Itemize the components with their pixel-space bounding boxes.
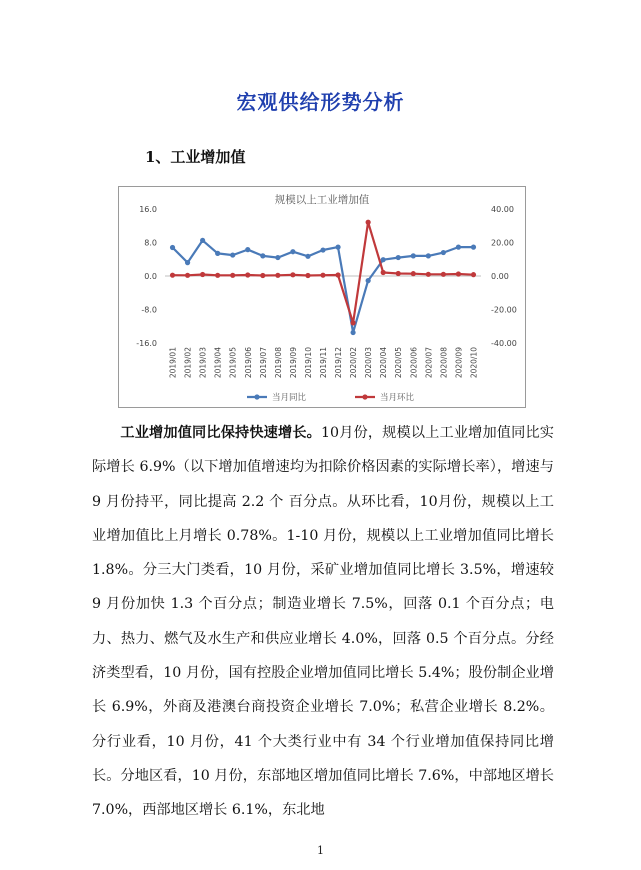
- x-axis-tick-label: 2019/02: [183, 347, 193, 379]
- data-point: [441, 250, 446, 255]
- left-axis-tick-label: 0.0: [144, 272, 157, 281]
- data-point: [245, 272, 250, 277]
- data-point: [215, 251, 220, 256]
- data-point: [305, 254, 310, 259]
- data-point: [275, 273, 280, 278]
- x-axis-tick-label: 2019/08: [273, 347, 283, 379]
- right-axis-tick-label: 0.00: [491, 272, 509, 281]
- x-axis-tick-label: 2019/06: [243, 347, 253, 379]
- x-axis-tick-label: 2019/07: [258, 347, 268, 379]
- left-axis-tick-label: 16.0: [139, 205, 157, 214]
- chart-title: 规模以上工业增加值: [274, 194, 370, 206]
- x-axis-tick-label: 2019/11: [319, 347, 328, 379]
- right-axis-tick-label: 20.00: [491, 238, 514, 248]
- legend-marker: [362, 394, 367, 399]
- left-axis-tick-label: -16.0: [136, 339, 157, 348]
- data-point: [350, 330, 355, 335]
- x-axis-tick-label: 2020/06: [409, 347, 419, 379]
- legend-label: 当月同比: [272, 393, 307, 403]
- data-point: [396, 271, 401, 276]
- data-point: [426, 253, 431, 258]
- x-axis-tick-label: 2019/12: [334, 347, 344, 379]
- data-point: [381, 257, 386, 262]
- left-axis-tick-label: 8.0: [144, 238, 157, 248]
- data-point: [471, 245, 476, 250]
- x-axis-tick-label: 2019/01: [168, 347, 178, 379]
- data-point: [350, 320, 355, 325]
- legend-label: 当月环比: [380, 393, 415, 403]
- x-axis-tick-label: 2019/03: [198, 347, 208, 379]
- x-axis-tick-label: 2020/08: [439, 347, 449, 379]
- data-point: [426, 272, 431, 277]
- data-point: [441, 272, 446, 277]
- x-axis-tick-label: 2019/04: [213, 347, 223, 379]
- data-point: [170, 245, 175, 250]
- x-axis-tick-label: 2020/04: [379, 347, 389, 379]
- data-point: [230, 252, 235, 257]
- paragraph-lead: 工业增加值同比保持快速增长。: [120, 425, 321, 441]
- data-point: [456, 271, 461, 276]
- data-point: [335, 272, 340, 277]
- data-point: [290, 249, 295, 254]
- x-axis-tick-label: 2020/10: [469, 347, 479, 379]
- left-axis-tick-label: -8.0: [141, 305, 157, 315]
- data-point: [411, 253, 416, 258]
- data-point: [215, 273, 220, 278]
- section-heading: 1、工业增加值: [145, 148, 246, 166]
- data-point: [185, 273, 190, 278]
- data-point: [396, 255, 401, 260]
- paragraph-body: 10月份，规模以上工业增加值同比实际增长 6.9%（以下增加值增速均为扣除价格因素的实际增长率），增速与 9 月份持平，同比提高 2.2 个 百分点。从环比看，10月份，规模以上工业增加值比上月增长 0.78%。1-10 月份，规模以上工业增加值同比增长 1.8%。分三大门类看，10 月份，采矿业增加值同比增长 3.5%，增速较 9 月份加快 1.3 个百分点；制造业增长 7.5%，回落 0.1 个百分点；电力、热力、燃气及水生产和供应业增长 4.0%，回落 0.5 个百分点。分经济类型看，10 月份，国有控股企业增加值同比增长 5.4%；股份制企业增长 6.9%，外商及港澳台商投资企业增长 7.0%；私营企业增长 8.2%。分行业看，10 月份，41 个大类行业中有 34 个行业增加值保持同比增长。分地区看，10 月份，东部地区增加值同比增长 7.6%，中部地区增长 7.0%，西部地区增长 6.1%，东北地: [92, 425, 554, 819]
- data-point: [185, 260, 190, 265]
- chart-svg: [119, 187, 525, 407]
- x-axis-tick-label: 2020/09: [454, 347, 464, 379]
- x-axis-tick-label: 2020/07: [424, 347, 434, 379]
- industrial-value-added-chart: [118, 186, 526, 408]
- x-axis-tick-label: 2019/10: [303, 347, 313, 379]
- data-point: [320, 273, 325, 278]
- data-point: [320, 247, 325, 252]
- page-title: 宏观供给形势分析: [236, 90, 405, 114]
- data-point: [170, 273, 175, 278]
- data-point: [471, 272, 476, 277]
- x-axis-tick-label: 2019/05: [228, 347, 238, 379]
- x-axis-tick-label: 2020/05: [394, 347, 404, 379]
- x-axis-tick-label: 2019/09: [288, 347, 298, 379]
- legend-marker: [254, 394, 259, 399]
- data-point: [366, 278, 371, 283]
- page-number: 1: [317, 844, 324, 857]
- data-point: [411, 271, 416, 276]
- data-point: [290, 272, 295, 277]
- data-point: [456, 245, 461, 250]
- data-point: [335, 245, 340, 250]
- data-point: [260, 273, 265, 278]
- data-point: [381, 270, 386, 275]
- x-axis-tick-label: 2020/03: [364, 347, 374, 379]
- data-point: [366, 220, 371, 225]
- right-axis-tick-label: 40.00: [491, 205, 514, 214]
- data-point: [200, 272, 205, 277]
- data-point: [275, 255, 280, 260]
- right-axis-tick-label: -20.00: [491, 305, 517, 315]
- data-point: [260, 253, 265, 258]
- data-point: [245, 247, 250, 252]
- x-axis-tick-label: 2020/02: [349, 347, 359, 379]
- right-axis-tick-label: -40.00: [491, 339, 517, 348]
- data-point: [200, 238, 205, 243]
- body-paragraph: [92, 416, 554, 828]
- data-point: [305, 273, 310, 278]
- data-point: [230, 273, 235, 278]
